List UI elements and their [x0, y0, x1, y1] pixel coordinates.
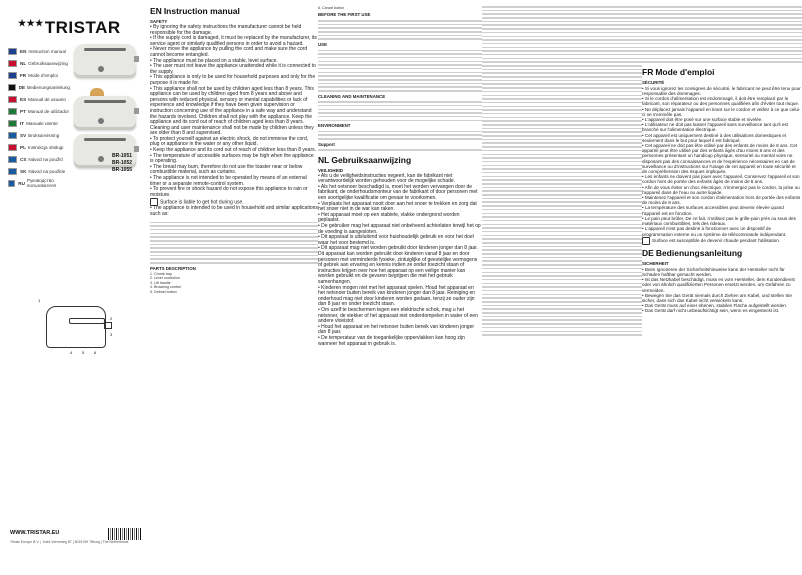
hot-surface-icon	[642, 237, 650, 245]
flag-icon	[8, 144, 17, 151]
language-label: Návod na použití	[28, 156, 63, 162]
flag-icon	[8, 120, 17, 127]
product-photo	[70, 38, 146, 168]
french-german-column	[642, 0, 802, 575]
cover-column	[0, 0, 150, 575]
language-code: IT	[20, 120, 25, 126]
language-label: Návod na použitie	[28, 168, 66, 174]
language-label: Instruction manual	[28, 48, 66, 54]
parts-diagram: 1 2 3 4 5 6	[38, 298, 113, 355]
language-code: FR	[20, 72, 27, 78]
language-item	[8, 154, 70, 164]
language-code: PT	[20, 108, 26, 114]
section-title-nl: NL Gebruiksaanwijzing	[318, 154, 412, 165]
section-title-fr: FR Mode d'emploi	[642, 66, 715, 77]
safety-text-en: • By ignoring the safety instructions the manufacturer cannot be held responsible for the damage. • If the supply cord is damaged, it must be replaced by the manufacturer, its service agent or similarly qualified persons in order to avoid a hazard. • Never move the appliance by pulling the cord and make sure the cord cannot become entangled. • The appliance must be placed on a stable, level surface. • The user must not leave the appliance unattended while it is connected to the supply. • This appliance is only to be used for household purposes and only for the purpose it is made for. • This appliance shall not be used by children aged less than 8 years. This appliance can be used by children aged from 8 years and above and persons with reduced physical, sensory or mental capabilities or lack of experience and knowledge if they have been given supervision or instruction concerning use of the appliance in a safe way and understand the hazards involved. Children shall not play with the appliance. Keep the appliance and its cord out of reach of children aged less than 8 years. Cleaning and user maintenance shall not be made by children unless they are older than 8 and supervised. • To protect yourself against an electric shock, do not immerse the cord, plug or appliance in the water or any other liquid. • Keep the appliance and its cord out of reach of children less than 8 years. • The temperature of accessible surfaces may be high when the appliance is operating. • The bread may burn, therefore do not use the toaster near or below combustible material, such as curtains. • The appliance is not intended to be operated by means of an external timer or a separate remote-control system. • To prevent fire or shock hazard do not expose this appliance to rain or moisture. Surface is liable to get hot during use. • The appliance is intended to be used in household and similar applications such as:	[150, 24, 318, 217]
language-item	[8, 70, 70, 80]
language-code: SV	[20, 132, 27, 138]
language-label: Manuale utente	[26, 120, 58, 126]
brand-logo: ★★★TRISTAR	[18, 18, 121, 37]
flag-icon	[8, 96, 17, 103]
language-code: RU	[18, 180, 25, 186]
language-code: DE	[18, 84, 26, 90]
language-item	[8, 94, 70, 104]
before-heading: BEFORE THE FIRST USE	[318, 12, 371, 18]
language-item	[8, 166, 70, 176]
english-dutch-column	[318, 0, 482, 575]
support-heading: Support	[318, 141, 335, 147]
barcode	[108, 528, 142, 540]
language-code: NL	[20, 60, 27, 66]
website: WWW.TRISTAR.EU	[10, 530, 60, 536]
address: Tristar Europe B.V. | Jules Verneweg 87 | 5015 BH Tilburg | The Netherlands	[10, 540, 129, 544]
safety-heading-nl: VEILIGHEID	[318, 167, 343, 173]
language-label: Руководство пользователя	[26, 178, 56, 188]
section-title-en: EN Instruction manual	[150, 6, 240, 16]
toaster-image	[74, 44, 136, 78]
parts-heading: PARTS DESCRIPTION	[150, 265, 196, 271]
fine-print-nl-2	[642, 6, 802, 63]
english-column	[150, 0, 318, 575]
language-item	[8, 46, 70, 56]
language-label: Gebruiksaanwijzing	[28, 60, 68, 66]
language-code: CS	[20, 156, 27, 162]
language-label: Instrukcja obsługi	[27, 144, 64, 150]
language-list	[8, 46, 70, 190]
use-heading: USE	[318, 41, 328, 47]
flag-icon	[8, 108, 17, 115]
star-icon: ★★★	[18, 18, 44, 28]
flag-icon	[8, 48, 17, 55]
language-code: SK	[20, 168, 27, 174]
fine-print-en-2: 6. Cancel button BEFORE THE FIRST USE USE CLEANING AND MAINTENANCE ENVIRONMENT Support	[318, 6, 482, 151]
section-title-de: DE Bedienungsanleitung	[642, 247, 743, 258]
toaster-image	[74, 96, 136, 130]
language-label: Bedienungsanleitung	[27, 84, 70, 90]
cleaning-heading: CLEANING AND MAINTENANCE	[318, 93, 386, 99]
language-code: ES	[20, 96, 27, 102]
language-item	[8, 118, 70, 128]
language-item	[8, 106, 70, 116]
safety-heading: SAFETY	[150, 19, 168, 24]
language-item	[8, 178, 70, 188]
model-number: BR-1055	[112, 167, 133, 173]
flag-icon	[8, 156, 17, 163]
language-code: EN	[20, 48, 27, 54]
flag-icon	[8, 180, 15, 187]
flag-icon	[8, 72, 17, 79]
model-list	[112, 153, 132, 174]
flag-icon	[8, 60, 17, 67]
model-number: BR-1052	[112, 160, 133, 166]
language-label: Manual de usuario	[28, 96, 66, 102]
language-label: Manual de utilizador	[27, 108, 69, 114]
flag-icon	[8, 84, 16, 91]
safety-text-fr: • Si vous ignorez les consignes de sécurité, le fabricant ne peut être tenu pour responsable des dommages. • Si le cordon d'alimentation est endommagé, il doit être remplacé par le fabricant, son réparateur ou des personnes qualifiées afin d'éviter tout risque. • Ne déplacez jamais l'appareil en tirant sur le cordon et veillez à ce que celui-ci ne s'emmêle pas. • L'appareil doit être posé sur une surface stable et nivelée. • L'utilisateur ne doit pas laisser l'appareil sans surveillance tant qu'il est branché sur l'alimentation électrique. • Cet appareil est uniquement destiné à des utilisations domestiques et seulement dans le but pour lequel il est fabriqué. • Cet appareil ne doit pas être utilisé par des enfants de moins de 8 ans. Cet appareil peut être utilisé par des enfants âgés d'au moins 8 ans et des personnes présentant un handicap physique, sensoriel ou mental voire ne disposant pas des connaissances et de l'expérience nécessaires en cas de surveillance ou d'instructions sur l'usage de cet appareil en toute sécurité et de compréhension des risques impliqués. • Les enfants ne doivent pas jouer avec l'appareil. Conservez l'appareil et son cordon hors de portée des enfants âgés de moins de 8 ans. • Afin de vous éviter un choc électrique, n'immergez pas le cordon, la prise ou l'appareil dans de l'eau ou autre liquide. • Maintenez l'appareil et son cordon d'alimentation hors de portée des enfants de moins de 8 ans. • La température des surfaces accessibles peut devenir élevée quand l'appareil est en fonction. • Le pain peut brûler. De ce fait, n'utilisez pas le grille-pain près ou sous des matériaux combustibles, tels des rideaux. • L'appareil n'est pas destiné à fonctionner avec un dispositif de programmation externe ou un système de télécommande indépendant. Surface est susceptible de devenir chaude pendant l'utilisation.	[642, 85, 801, 243]
safety-heading-fr: SÉCURITÉ	[642, 79, 665, 85]
dutch-column	[482, 0, 642, 575]
flag-icon	[8, 168, 17, 175]
safety-heading-de: SICHERHEIT	[642, 260, 669, 266]
language-code: PL	[20, 144, 26, 150]
model-number: BR-1051	[112, 153, 133, 159]
fine-print-en: PARTS DESCRIPTION 1. Crumb tray 2. Lever control/on 3. Lift handle 4. Browning control 5. Defrost button	[150, 222, 318, 295]
language-item	[8, 130, 70, 140]
fine-print-nl	[482, 6, 642, 336]
safety-text-nl: • Als u de veiligheidsinstructies negeert, kan de fabrikant niet verantwoordelijk worden gehouden voor de mogelijke schade. • Als het netsnoer beschadigd is, moet het worden vervangen door de fabrikant, de onderhoudsmonteur van de fabrikant of door personen met een soortgelijke kwalificatie om gevaar te voorkomen. • Verplaats het apparaat nooit door aan het snoer te trekken en zorg dat het snoer niet in de war kan raken. • Het apparaat moet op een stabiele, vlakke ondergrond worden geplaatst. • De gebruiker mag het apparaat niet onbeheerd achterlaten terwijl het op de voeding is aangesloten. • Dit apparaat is uitsluitend voor huishoudelijk gebruik en voor het doel waar het voor bestemd is. • Dit apparaat mag niet worden gebruikt door kinderen jonger dan 8 jaar. Dit apparaat kan worden gebruikt door kinderen vanaf 8 jaar en door personen met verminderde fysieke, zintuiglijke of geestelijke vermogens of gebrek aan ervaring en kennis indien ze onder toezicht staan of instructies krijgen over hoe het apparaat op een veilige manier kan worden gebruikt en de gevaren begrijpen die met het gebruik samenhangen. • Kinderen mogen niet met het apparaat spelen. Houd het apparaat en het netsnoer buiten bereik van kinderen jonger dan 8 jaar. Reiniging en onderhoud mag niet door kinderen worden gedaan, tenzij ze ouder zijn dan 8 jaar en onder toezicht staan. • Om uzelf te beschermen tegen een elektrische schok, mag u het netsnoer, de stekker of het apparaat niet onderdompelen in water of een andere vloeistof. • Houd het apparaat en het netsnoer buiten bereik van kinderen jonger dan 8 jaar. • De temperatuur van de toegankelijke oppervlakken kan hoog zijn wanneer het apparaat in gebruik is.	[318, 172, 481, 347]
flag-icon	[8, 132, 17, 139]
language-item	[8, 82, 70, 92]
language-item	[8, 142, 70, 152]
language-label: Bruksanvisning	[28, 132, 60, 138]
safety-text-de: • Beim Ignorieren der Sicherheitshinweise kann der Hersteller nicht für Schäden haftbar gemacht werden. • Ist das Netzkabel beschädigt, muss es vom Hersteller, dem Kundendienst oder von ähnlich qualifizierten Personen ersetzt werden, um Gefahren zu vermeiden. • Bewegen Sie das Gerät niemals durch Ziehen am Kabel, und stellen Sie sicher, dass sich das Kabel nicht verwickeln kann. • Das Gerät muss auf einer ebenen, stabilen Fläche aufgestellt werden. • Das Gerät darf nicht unbeaufsichtigt sein, wenn es eingesteckt ist.	[642, 266, 795, 314]
environment-heading: ENVIRONMENT	[318, 123, 351, 129]
language-label: Mode d'emploi	[28, 72, 58, 78]
language-item	[8, 58, 70, 68]
